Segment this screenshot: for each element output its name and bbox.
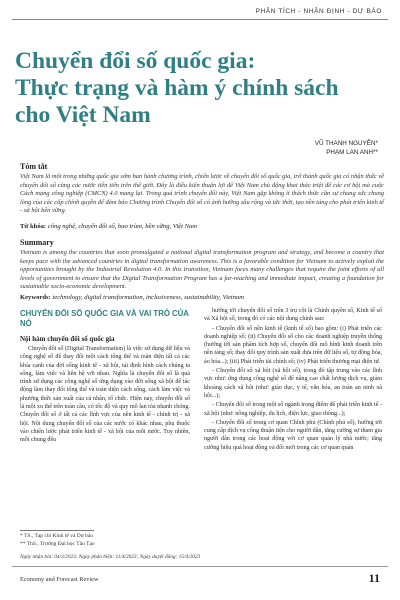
footnote-2: ** ThS., Trường Đại học Tân Tạo bbox=[20, 540, 95, 547]
article-dates: Ngày nhận bài: 04/3/2023; Ngày phản biện: 11/4/2023; Ngày duyệt đăng: 15/4/2023 bbox=[20, 554, 201, 560]
article-title bbox=[15, 48, 385, 129]
abstract-en-heading: Summary bbox=[20, 238, 54, 247]
abstract-vn-heading: Tóm tắt bbox=[20, 162, 48, 171]
footnote-divider bbox=[20, 530, 94, 531]
keywords-en-label: Keywords: bbox=[20, 294, 51, 301]
journal-name: Economy and Forecast Review bbox=[20, 576, 99, 583]
author-1: VŨ THANH NGUYÊN* bbox=[314, 140, 378, 147]
left-column bbox=[20, 345, 190, 446]
keywords-vn-text: công nghệ, chuyển đổi số, bao trùm, bền vững, Việt Nam bbox=[47, 223, 198, 230]
footnote-1: * TS., Tạp chí Kinh tế và Dự báo bbox=[20, 533, 94, 539]
keywords-vietnamese bbox=[20, 223, 384, 232]
footer-divider bbox=[12, 566, 388, 567]
right-paragraph-2: - Chuyển đổi số nền kinh tế (kinh tế số) bao gồm: (i) Phát triển các doanh nghiệp số; (ii) Chuyển đổi số cho các doanh nghiệp truyền thống (hướng tới sản phẩm tích hợp số, chuyển đổi mô hình kinh doanh trên nền tảng số; thay đổi quy trình sản xuất dựa trên dữ liệu số, tự động hóa, ảo hóa...); (iii) Phát triển tài chính số; (iv) Phát triển thương mại điện tử. bbox=[204, 325, 382, 365]
page-number: 11 bbox=[368, 571, 380, 585]
keywords-en-text: technology, digital transformation, inclusiveness, sustainability, Vietnam bbox=[52, 294, 245, 301]
title-line-3: cho Việt Nam bbox=[15, 102, 151, 128]
abstract-en-text: Vietnam is among the countries that soon promulgated a national digital transformation program and strategy, and become a country that keeps pace with the advanced countries in digital transformation awareness. This is a favorable condition for Vietnam to actively exploit the opportunities brought by the Industrial Revolution 4.0. In this transition, Vietnam faces many challenges that require the joint efforts of all levels of government to ensure that the Digital Transformation Program has a far-reaching and immediate impact, creating a foundation for sustainable socio-economic development. bbox=[20, 249, 384, 290]
right-paragraph-1: hướng tới chuyển đổi số trên 3 trụ cột là Chính quyền số, Kinh tế số và Xã hội số, trong đó có các nội dung chính sau: bbox=[204, 308, 382, 323]
abstract-english bbox=[20, 238, 384, 292]
title-line-1: Chuyển đổi số quốc gia: bbox=[15, 48, 256, 74]
authors bbox=[315, 139, 378, 157]
section-title: CHUYỂN ĐỔI SỐ QUỐC GIA VÀ VAI TRÒ CỦA NÓ bbox=[20, 309, 189, 328]
author-2: PHẠM LAN ANH** bbox=[326, 149, 378, 156]
right-paragraph-4: - Chuyển đổi số trong một số ngành trọng điểm để phát triển kinh tế - xã hội (như: nông nghiệp, du lịch, điện lực, giao thông...); bbox=[204, 402, 382, 417]
left-paragraph: Chuyển đổi số (Digital Transformation) là việc sử dụng dữ liệu và công nghệ số để thay đổi một cách tổng thể và toàn diện tất cả các khía cạnh của đời sống kinh tế - xã hội, tái định hình cách chúng ta sống, làm việc và liên hệ với nhau. Nghĩa là chuyển đổi số là quá trình sử dụng các công nghệ số ứng dụng vào đời sống xã hội để tác động làm thay đổi tổng thể và toàn diện cách sống, cách làm việc và phương thức sản xuất của cá nhân, tổ chức. Hiện nay, chuyển đổi số là một xu thế trên toàn cầu, có tốc độ và quy mô lan tỏa nhanh chóng. Chuyển đổi số ở tất cả các lĩnh vực của nền kinh tế - chính trị - xã hội. Nội dung chuyển đổi số của các nước có khác nhau, phụ thuộc vào chiến lược phát triển kinh tế - xã hội của mỗi nước. Tuy nhiên, mỗi chung đều bbox=[20, 346, 190, 444]
right-column bbox=[204, 307, 382, 453]
subsection-title: Nội hàm chuyển đổi số quốc gia bbox=[20, 335, 115, 343]
abstract-vietnamese bbox=[20, 162, 384, 216]
footnotes bbox=[20, 533, 220, 548]
keywords-vn-label: Từ khóa: bbox=[20, 223, 47, 230]
right-paragraph-3: - Chuyển đổi số xã hội (xã hội số), trong đó tập trung vào các lĩnh vực như: ứng dụng công nghệ số để nâng cao chất lượng dịch vụ, giảm khoảng cách xã hội (như: giáo dục, y tế, văn hóa, an toàn an ninh xã hội...); bbox=[204, 368, 382, 399]
header-divider bbox=[12, 19, 388, 20]
section-header: PHÂN TÍCH - NHẬN ĐỊNH - DỰ BÁO bbox=[255, 8, 382, 15]
title-line-2: Thực trạng và hàm ý chính sách bbox=[15, 75, 339, 101]
keywords-english bbox=[20, 294, 384, 303]
abstract-vn-text: Việt Nam là một trong những quốc gia sớm ban hành chương trình, chiến lược về chuyển đổi số quốc gia, trở thành quốc gia có nhận thức về chuyển đổi số cùng các nước tiên tiến trên thế giới. Đây là điều kiện thuận lợi để Việt Nam chủ động khai thác triệt để các cơ hội mà cuộc Cách mạng công nghiệp (CMCN) 4.0 mang lại. Trong quá trình chuyển đổi này, Việt Nam gặp không ít thách thức cần sự chung sức chung lòng của các cấp chính quyền để đảm bảo Chương trình Chuyển đổi số có ảnh hưởng sâu rộng và tức thời, tạo nền tảng cho phát triển kinh tế - xã hội bền vững. bbox=[20, 173, 384, 214]
right-paragraph-5: - Chuyển đổi số trong cơ quan Chính phủ (Chính phủ số), hướng tới cung cấp dịch vụ công thuận tiện cho người dân, tăng cường sự tham gia người dân trong các hoạt động với cơ quan quản lý nhà nước; tăng cường hiệu quả hoạt động và đổi mới trong các cơ quan quản bbox=[204, 419, 382, 451]
